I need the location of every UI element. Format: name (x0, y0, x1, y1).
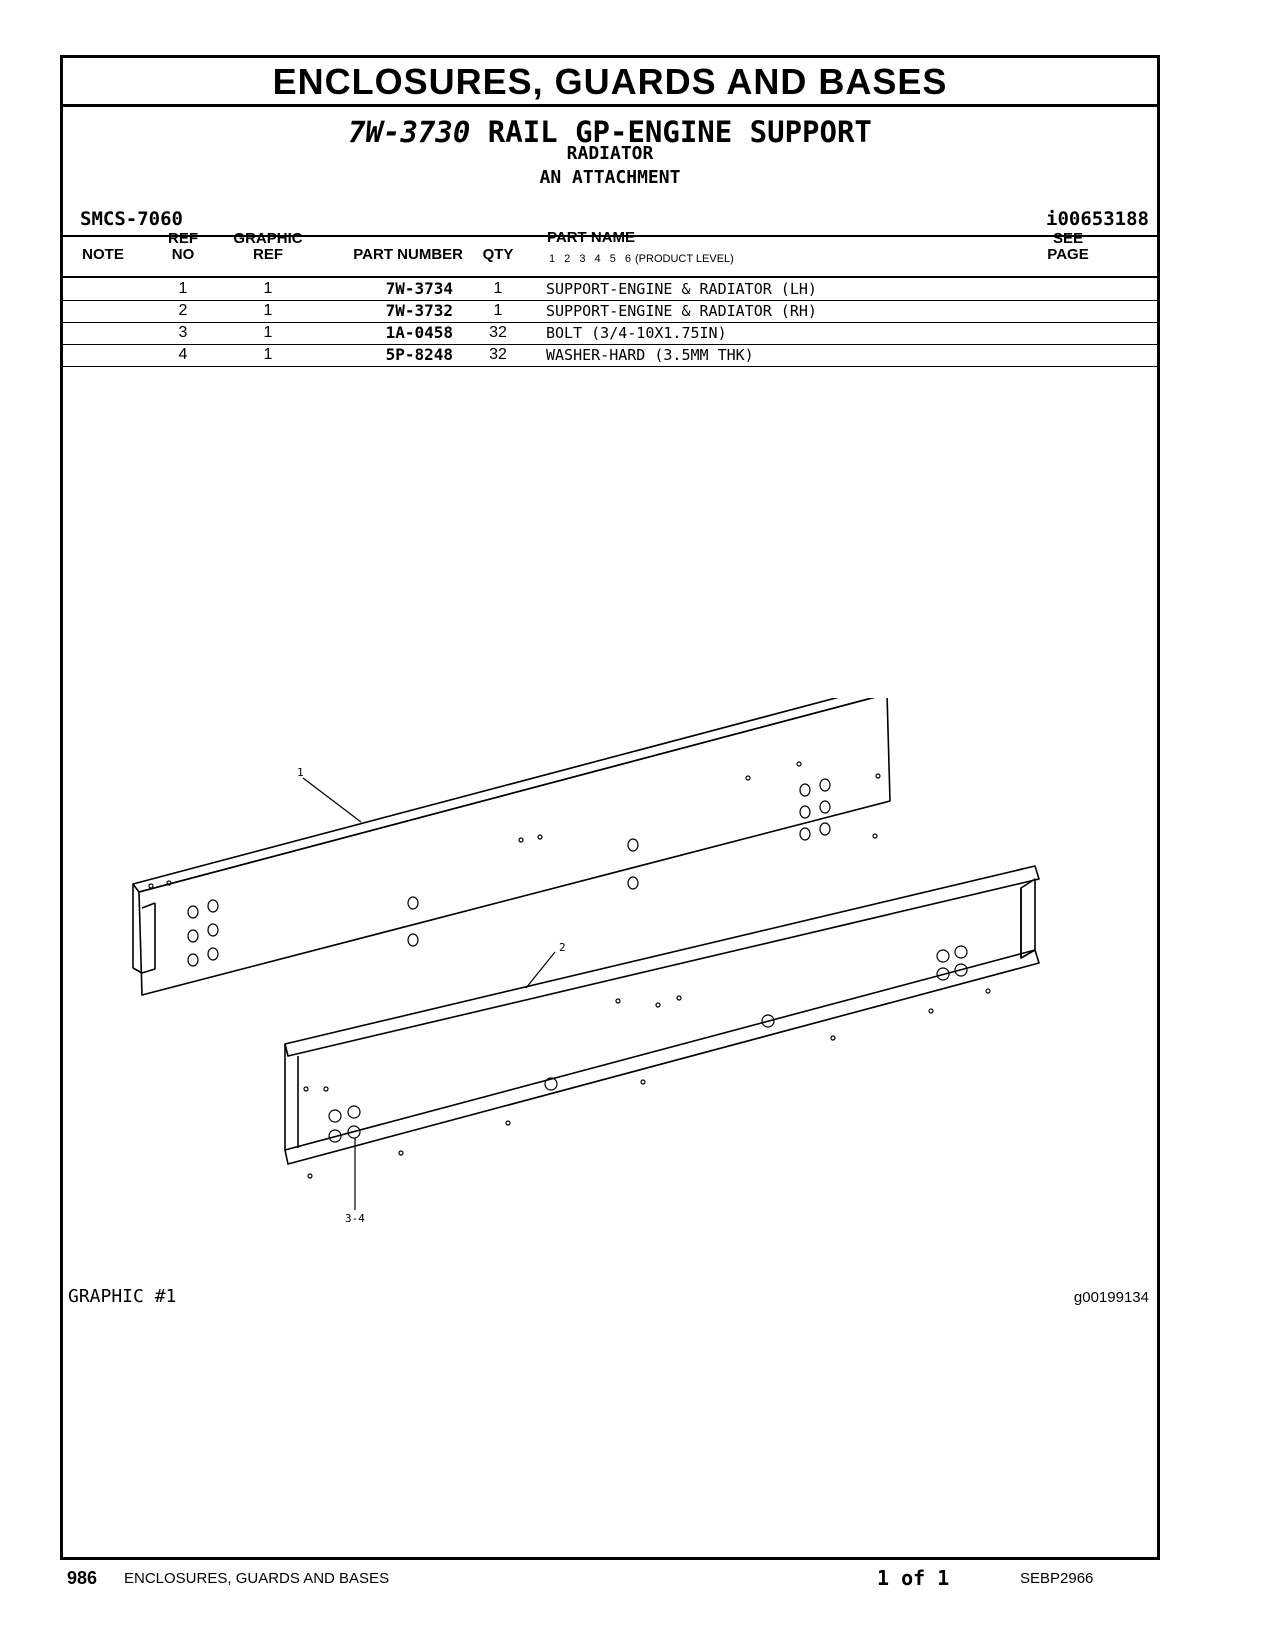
qty: 1 (493, 280, 503, 297)
rail-rh-drawing (285, 866, 1039, 1164)
group-subtitle-2: AN ATTACHMENT (539, 167, 681, 188)
graphic-ref: 1 (263, 346, 273, 363)
group-part-number: 7W-3730 (348, 115, 471, 149)
table-row (63, 300, 1157, 323)
table-row (63, 278, 1157, 301)
qty: 32 (489, 346, 507, 363)
callout-1: 1 (297, 766, 304, 779)
info-id: i00653188 (1046, 208, 1149, 230)
qty: 32 (489, 324, 507, 341)
part-number: 7W-3734 (385, 279, 453, 298)
footer-page-of: 1 of 1 (877, 1566, 950, 1590)
graphic-ref: 1 (263, 302, 273, 319)
header-ref-bottom: NO (171, 246, 195, 263)
header-see-bottom: PAGE (1047, 246, 1089, 263)
part-number: 7W-3732 (385, 301, 453, 320)
header-graphic-ref (223, 231, 313, 263)
group-subtitle-1: RADIATOR (566, 143, 654, 164)
group-name: RAIL GP-ENGINE SUPPORT (487, 115, 872, 149)
header-graphic-bottom: REF (253, 246, 283, 263)
graphic-ref: 1 (263, 280, 273, 297)
part-number: 1A-0458 (385, 323, 453, 342)
table-row (63, 322, 1157, 345)
page-frame (60, 55, 1160, 1560)
parts-illustration (123, 698, 1083, 1228)
header-ref-top: REF (168, 230, 198, 247)
ref-no: 3 (178, 324, 188, 341)
header-see-top: SEE (1052, 230, 1083, 247)
footer-page-number: 986 (67, 1568, 98, 1588)
footer-section: ENCLOSURES, GUARDS AND BASES (124, 1570, 390, 1587)
callout-2: 2 (559, 941, 566, 954)
part-name: BOLT (3/4-10X1.75IN) (546, 324, 727, 342)
graphic-label: GRAPHIC #1 (68, 1286, 177, 1307)
header-part-number: PART NUMBER (353, 246, 463, 263)
product-levels (549, 253, 734, 265)
ref-no: 2 (178, 302, 188, 319)
rail-lh-drawing (133, 698, 890, 995)
header-note: NOTE (82, 246, 124, 263)
graphic-ref: 1 (263, 324, 273, 341)
product-level-numbers: 1 2 3 4 5 6 (549, 253, 631, 265)
part-number: 5P-8248 (385, 345, 453, 364)
section-title: ENCLOSURES, GUARDS AND BASES (63, 58, 1157, 107)
graphic-id: g00199134 (1073, 1289, 1149, 1306)
ref-no: 1 (178, 280, 188, 297)
footer-doc-id: SEBP2966 (1020, 1570, 1094, 1587)
header-part-name: PART NAME (547, 229, 636, 246)
smcs-code: SMCS-7060 (80, 208, 183, 230)
callout-3-4: 3-4 (345, 1212, 365, 1225)
product-level-label: (PRODUCT LEVEL) (635, 253, 734, 265)
part-name: SUPPORT-ENGINE & RADIATOR (LH) (546, 280, 817, 298)
header-ref-no (158, 231, 208, 263)
header-graphic-top: GRAPHIC (233, 230, 303, 247)
part-name: SUPPORT-ENGINE & RADIATOR (RH) (546, 302, 817, 320)
part-name: WASHER-HARD (3.5MM THK) (546, 346, 754, 364)
table-row (63, 344, 1157, 367)
header-see-page (1038, 231, 1098, 263)
qty: 1 (493, 302, 503, 319)
header-qty: QTY (482, 246, 514, 263)
ref-no: 4 (178, 346, 188, 363)
